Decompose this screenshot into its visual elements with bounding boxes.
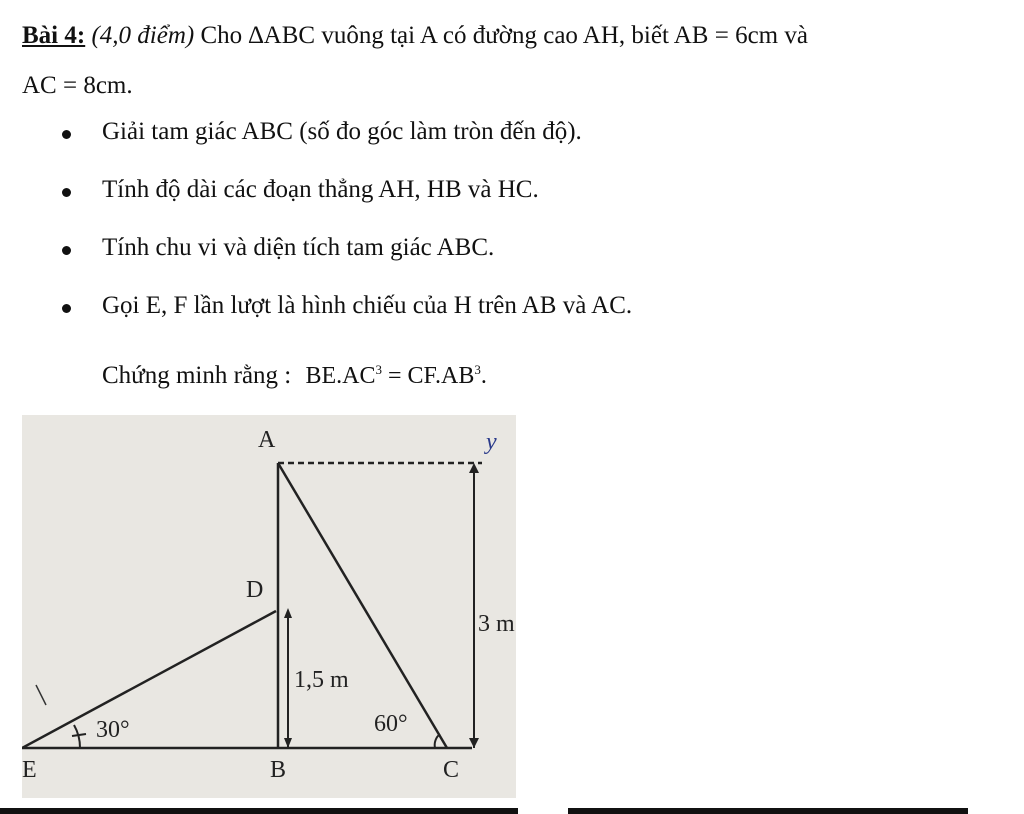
bottom-rule (0, 808, 1024, 814)
label-3m: 3 m (478, 611, 515, 637)
problem-heading: Bài 4: (22, 22, 86, 49)
formula-period: . (480, 363, 487, 389)
intro-line-1 (22, 22, 808, 50)
pencil-mark (36, 685, 46, 705)
bullet-icon (62, 246, 71, 255)
arrow-up-icon (284, 608, 292, 618)
task-list (62, 118, 632, 350)
task-item (62, 292, 632, 350)
formula-rhs: CF.AB (407, 363, 475, 389)
problem-intro-text: Cho ∆ABC vuông tại A có đường cao AH, biết AB = 6cm và (200, 22, 808, 49)
label-b: B (270, 757, 287, 783)
arrow-down-icon (469, 738, 479, 748)
task-item (62, 118, 632, 176)
label-a: A (258, 427, 276, 453)
label-60-deg: 60° (374, 711, 408, 737)
formula-exp-a: 3 (375, 362, 382, 377)
proof-lead: Chứng minh rằng : (102, 362, 292, 389)
segment-ac (278, 463, 447, 748)
intro-line-2: AC = 8cm. (22, 72, 133, 99)
task-text: Tính độ dài các đoạn thẳng AH, HB và HC. (102, 176, 539, 203)
bullet-icon (62, 304, 71, 313)
label-30-deg: 30° (96, 717, 130, 743)
task-text: Gọi E, F lần lượt là hình chiếu của H trên AB và AC. (102, 292, 633, 319)
arrow-up-icon (469, 463, 479, 473)
task-text: Tính chu vi và diện tích tam giác ABC. (102, 234, 495, 261)
segment-ed (22, 611, 276, 748)
formula-lhs: BE.AC (305, 363, 376, 389)
label-e: E (22, 757, 37, 783)
arrow-down-icon (284, 738, 292, 748)
task-text: Giải tam giác ABC (số đo góc làm tròn đến độ). (102, 118, 582, 145)
proof-statement (102, 362, 487, 390)
angle-tick (72, 734, 86, 736)
bullet-icon (62, 130, 71, 139)
label-c: C (443, 757, 460, 783)
bullet-icon (62, 188, 71, 197)
problem-points: (4,0 điểm) (91, 22, 195, 49)
geometry-figure-photo (22, 415, 516, 798)
formula-equals: = (382, 363, 408, 389)
formula-exp-b: 3 (474, 362, 481, 377)
label-1-5m: 1,5 m (294, 667, 349, 693)
task-item (62, 234, 632, 292)
task-item (62, 176, 632, 234)
proof-formula (305, 363, 486, 389)
label-d: D (246, 577, 264, 603)
label-y: y (486, 429, 497, 455)
